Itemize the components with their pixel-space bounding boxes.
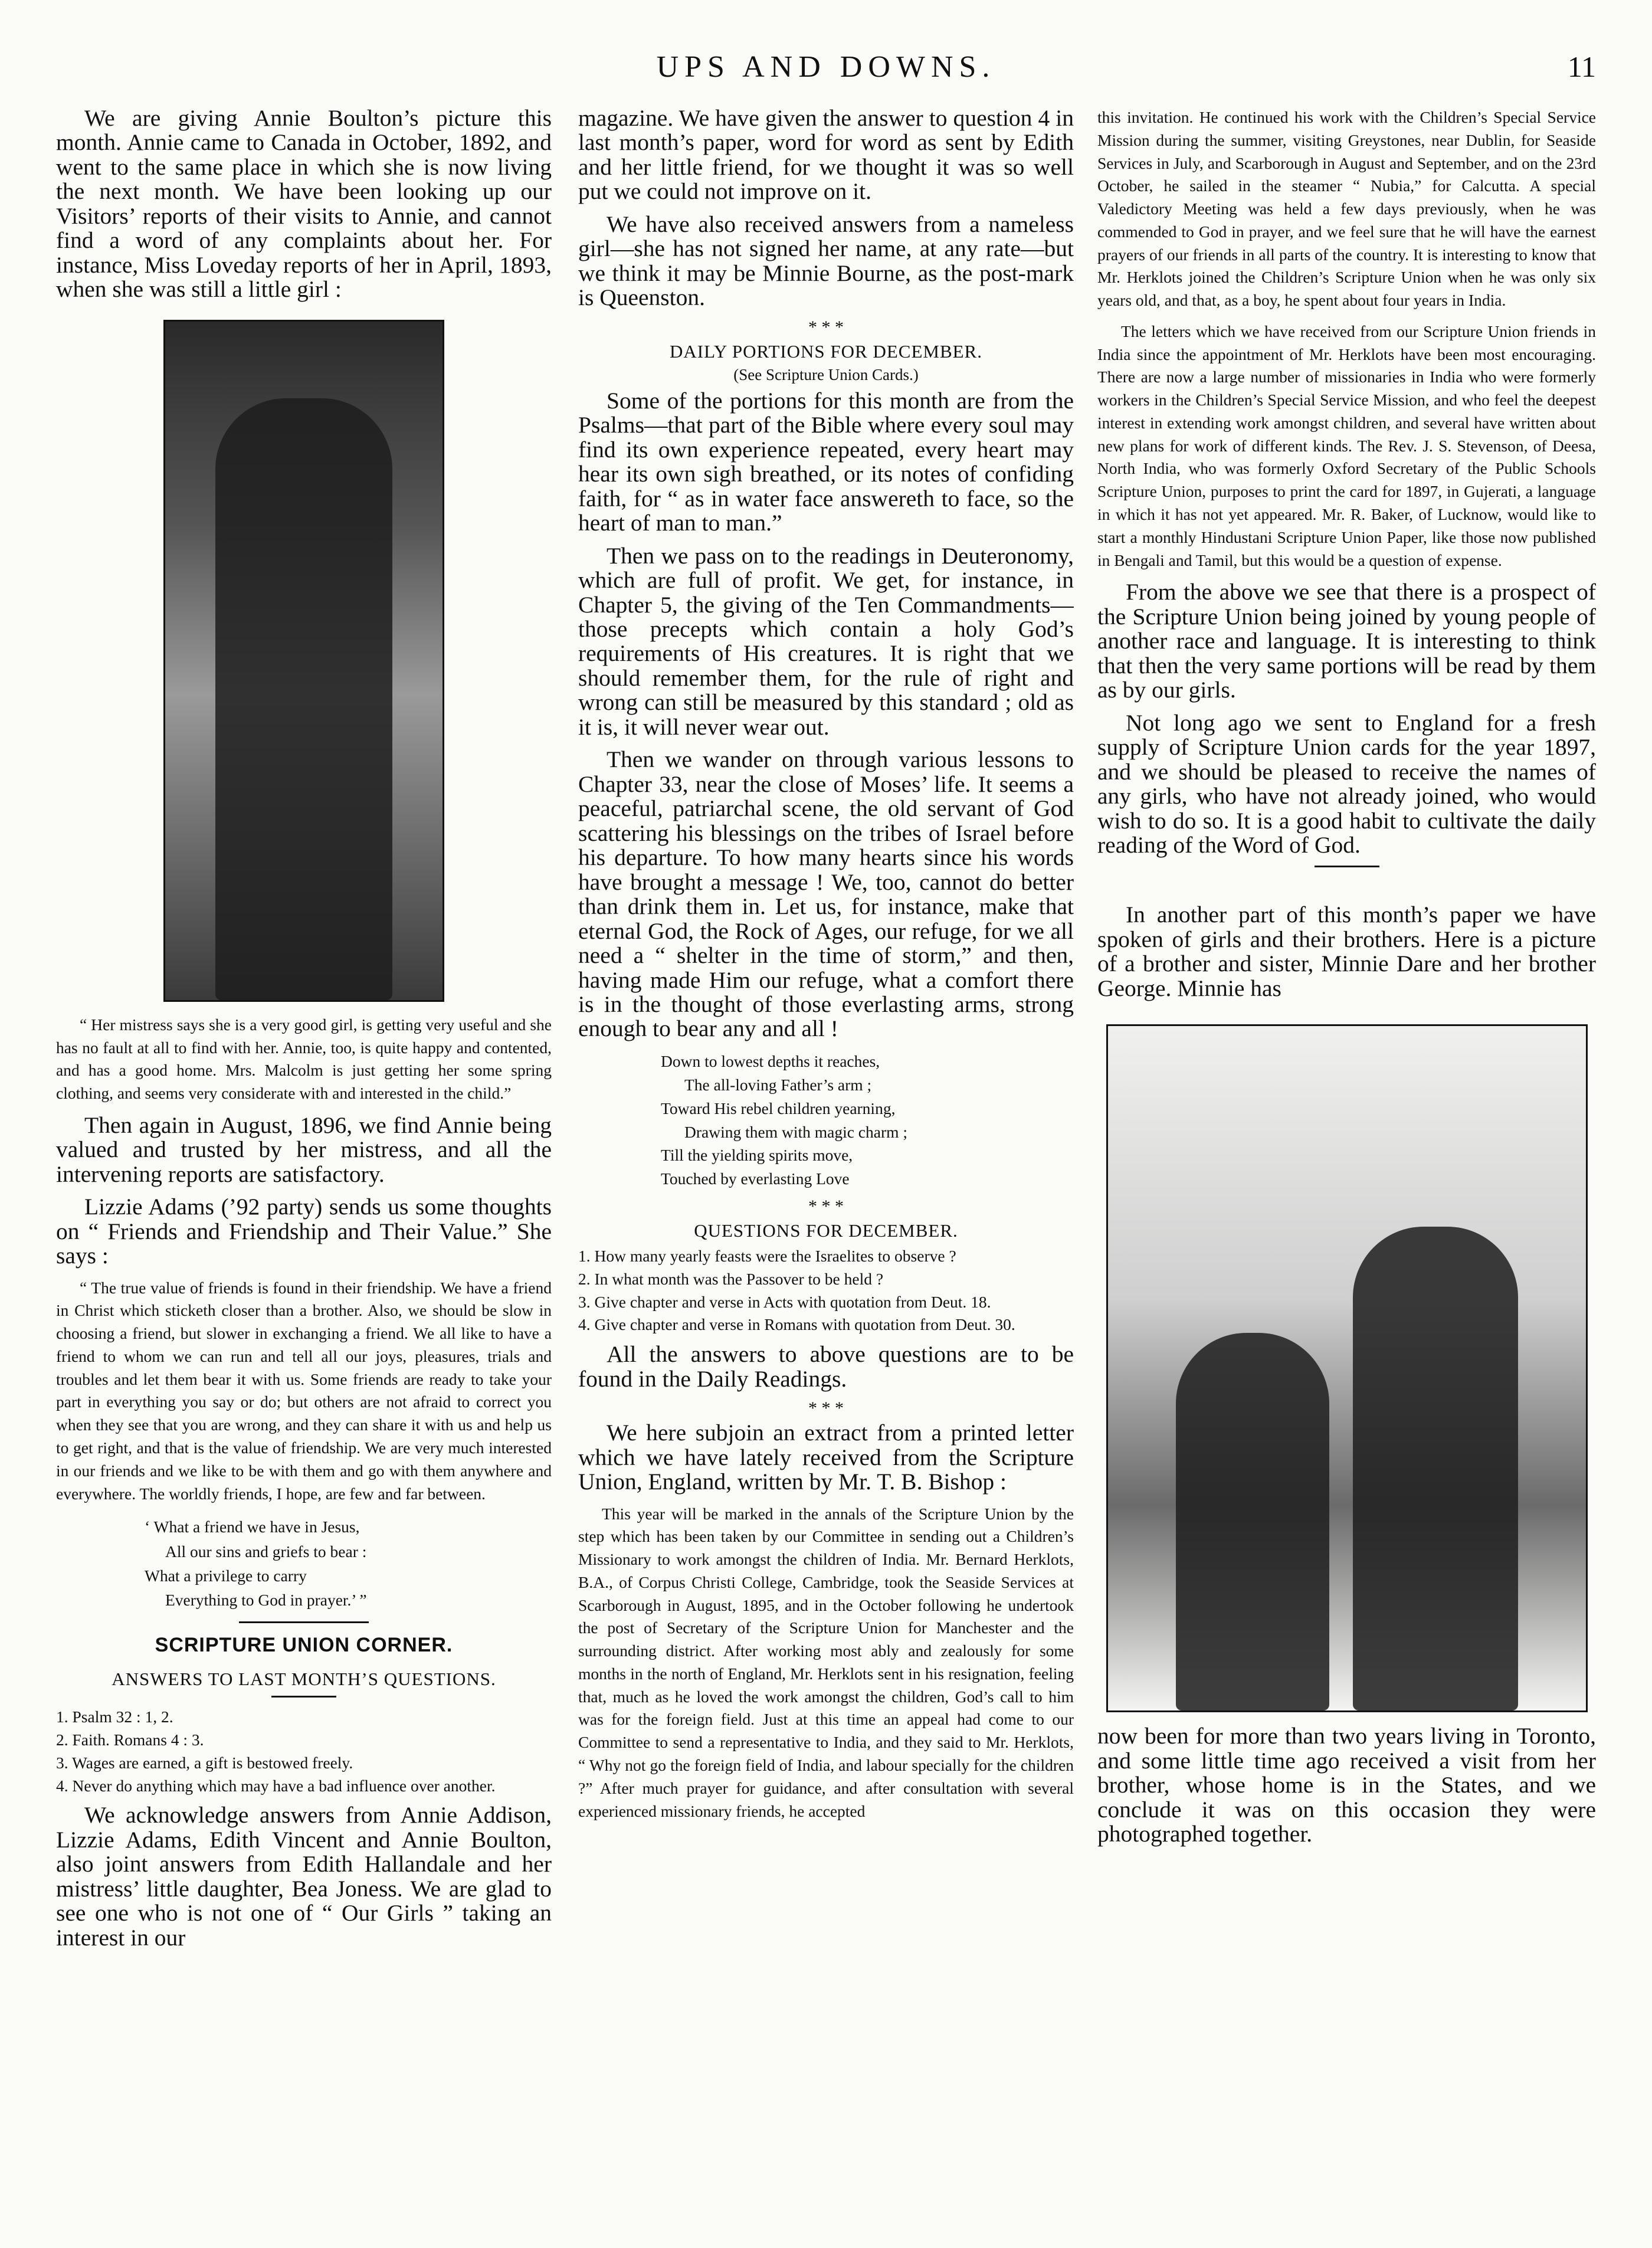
list-item: 2. In what month was the Passover to be held ? [578,1269,884,1288]
extract-intro-paragraph: We here subjoin an extract from a printed letter which we have lately received from the Scripture Union, England, written by Mr. T. B. Bishop : [578,1420,1074,1495]
lizzie-paragraph: Lizzie Adams (’92 party) sends us some thoughts on “ Friends and Friendship and Their Value.” She says : [56,1194,552,1269]
letter-paragraph: The letters which we have received from our Scripture Union friends in India since the appointment of Mr. Herklots have been most encouraging. There are now a large number of missionaries in India who were formerly workers in the Children’s Special Service Mission, and who feel the deepest interest in extending work amongst children, and several have written about new plans for work of different kinds. The Rev. J. S. Stevenson, of Deesa, North India, who was formerly Oxford Secretary of the Public Schools Scripture Union, purposes to print the card for 1897, in Gujerati, a language in which it has not yet appeared. Mr. R. Baker, of Lucknow, would like to start a monthly Hindustani Scripture Union Paper, like those now published in Bengali and Tamil, but this would be a question of expense. [1097,322,1596,569]
divider [1315,866,1379,867]
sister-figure [1176,1333,1329,1710]
column-2 [578,106,1074,2213]
page-header [0,46,1652,87]
verse-line: Till the yielding spirits move, [661,1146,853,1165]
page-number: 11 [1567,50,1596,83]
acknowledge-paragraph: We acknowledge answers from Annie Addison, Lizzie Adams, Edith Vincent and Annie Boulton, also joint answers from Edith Hallandale and her mistress’ little daughter, Bea Joness. We are glad to see one who is not one of “ Our Girls ” taking an interest in our [56,1802,552,1951]
hymn-line: All our sins and griefs to bear : [165,1542,367,1561]
divider [271,1696,336,1698]
verse-line: Down to lowest depths it reaches, [661,1051,880,1070]
hymn-line: ‘ What a friend we have in Jesus, [145,1518,360,1536]
list-item: 3. Give chapter and verse in Acts with quotation from Deut. 18. [578,1292,991,1311]
letter-continuation: this invitation. He continued his work with the Children’s Special Service Mission during the summer, visiting Greystones, near Dublin, for Seaside Services in July, and Scarborough in August and September, and on the 23rd October, he sailed in the steamer “ Nubia,” for Calcutta. A special Valedictory Meeting was held a few days previously, when he was commended to God in prayer, and we feel sure that he will have the earnest prayers of our friends in all parts of the country. It is interesting to know that Mr. Herklots joined the Children’s Scripture Union when he was only six years old, and that, as a boy, he spent about four years in India. [1097,108,1596,310]
ornamental-rule [239,1621,369,1623]
portrait-figure [215,398,392,1000]
list-item: 4. Give chapter and verse in Romans with quotation from Deut. 30. [578,1315,1015,1334]
hymn-line: Everything to God in prayer.’ ” [165,1591,367,1610]
list-item: 2. Faith. Romans 4 : 3. [56,1731,204,1749]
daily-paragraph: Then we wander on through various lessons to Chapter 33, near the close of Moses’ life. It seems a peaceful, patriarchal scene, the old servant of God scattering his blessings on the tribes of Israel before his departure. To how many hearts since his words have brought a message ! We, too, cannot do better than drink them in. Let us, for instance, make that eternal God, the Rock of Ages, our refuge, for we all need a “ shelter in the time of storm,” and then, having made Him our refuge, what a comfort there is in the thought of those everlasting arms, strong enough to bear any and all ! [578,746,1074,1042]
answers-found-paragraph: All the answers to above questions are to be found in the Daily Readings. [578,1341,1074,1392]
daily-portions-note: (See Scripture Union Cards.) [733,365,919,384]
column-3 [1097,106,1596,2213]
minnie-and-george-photo [1106,1024,1588,1712]
column-1 [56,106,552,2213]
answers-list [56,1706,552,1797]
daily-paragraph: Some of the portions for this month are from the Psalms—that part of the Bible where every soul may find its own experience repeated, every heart may hear its own sigh breathed, or its notes of confiding faith, for “ as in water face answereth to face, so the heart of man to man.” [578,387,1074,536]
verse-line: Toward His rebel children yearning, [661,1099,896,1118]
verse-line: Drawing them with magic charm ; [684,1122,908,1141]
asterism: * * * [808,1398,844,1418]
asterism: * * * [808,317,844,337]
intro-paragraph: We are giving Annie Boulton’s picture this month. Annie came to Canada in October, 1892, and went to the same place in which she is now living the next month. We have been looking up our Visitors’ reports of their visits to Annie, and cannot find a word of any complaints about her. For instance, Miss Loveday reports of her in April, 1893, when she was still a little girl : [56,106,552,303]
answers-heading: ANSWERS TO LAST MONTH’S QUESTIONS. [112,1669,496,1690]
nameless-paragraph: We have also received answers from a nameless girl—she has not signed her name, at any rate—but we think it may be Minnie Bourne, as the post-mark is Queenston. [578,211,1074,311]
prospect-paragraph: From the above we see that there is a prospect of the Scripture Union being joined by young people of another race and language. It is interesting to think that then the very same portions will be read by them as by our girls. [1097,579,1596,703]
list-item: 4. Never do anything which may have a bad influence over another. [56,1776,496,1795]
section-title: SCRIPTURE UNION CORNER. [155,1634,453,1657]
list-item: 3. Wages are earned, a gift is bestowed freely. [56,1753,353,1772]
hymn-quote [145,1515,552,1612]
daily-portions-heading: DAILY PORTIONS FOR DECEMBER. [670,340,982,362]
cards-paragraph: Not long ago we sent to England for a fresh supply of Scripture Union cards for the year 1897, and we should be pleased to receive the names of any girls, who have not already joined, who would wish to do so. It is a good habit to cultivate the daily reading of the Word of God. [1097,709,1596,858]
siblings-paragraph: In another part of this month’s paper we have spoken of girls and their brothers. Here is a picture of a brother and sister, Minnie Dare and her brother George. Minnie has [1097,902,1596,1001]
verse-line: The all-loving Father’s arm ; [684,1075,872,1094]
questions-heading: QUESTIONS FOR DECEMBER. [694,1220,958,1241]
bishop-letter: This year will be marked in the annals of the Scripture Union by the step which has been taken by our Committee in sending out a Children’s Missionary to work amongst the children of India. Mr. Bernard Herklots, B.A., of Corpus Christi College, Cambridge, took the Seaside Services at Scarborough in August, 1895, and in the October following he undertook the post of Secretary of the Scripture Union for Manchester and the surrounding district. After working most ably and zealously for some months in the north of England, Mr. Herklots sent in his resignation, feeling that, much as he loved the work amongst the children, God’s call to him was for the foreign field. Just at this time an appeal had come to our Committee to send a representative to India, and they said to Mr. Herklots, “ Why not go the foreign field of India, and labour specially for the children ?” After much prayer for guidance, and after consultation with several experienced missionary friends, he accepted [578,1504,1074,1820]
after-photo-paragraph: now been for more than two years living in Toronto, and some little time ago received a visit from her brother, whose home is in the States, and we conclude it was on this occasion they were photographed together. [1097,1723,1596,1847]
august-paragraph: Then again in August, 1896, we find Annie being valued and trusted by her mistress, and all the intervening reports are satisfactory. [56,1112,552,1187]
friendship-quote: “ The true value of friends is found in their friendship. We have a friend in Christ which sticketh closer than a brother. Also, we should be slow in choosing a friend, but slower in exchanging a friend. We all like to have a friend to whom we can run and tell all our joys, pleasures, trials and troubles and let them bear it with us. Some friends are ready to take your part in everything you say or do; but others are not afraid to correct you when they see that you are wrong, and they can share it with us and help us to get right, and that is the value of friendship. We are very much interested in our friends and we like to be with them and go with them anywhere and everywhere. The worldly friends, I hope, are few and far between. [56,1278,552,1503]
list-item: 1. Psalm 32 : 1, 2. [56,1708,173,1726]
brother-figure [1353,1227,1518,1710]
daily-paragraph: Then we pass on to the readings in Deuteronomy, which are full of profit. We get, for instance, in Chapter 5, the giving of the Ten Commandments—those precepts which contain a holy God’s requirements of His creatures. It is right that we should remember them, for the rule of right and wrong can still be measured by this standard ; old as it is, it will never wear out. [578,542,1074,740]
verse-quote [661,1050,1074,1191]
running-title: UPS AND DOWNS. [656,50,996,84]
photo-caption: “ Her mistress says she is a very good girl, is getting very useful and she has no fault at all to find with her. Annie, too, is quite happy and contented, and has a good home. Mrs. Malcolm is just getting her some spring clothing, and seems very considerate with and interested in the child.” [56,1015,552,1103]
list-item: 1. How many yearly feasts were the Israelites to observe ? [578,1247,956,1266]
annie-boulton-photo [163,320,444,1002]
asterism: * * * [808,1197,844,1217]
hymn-line: What a privilege to carry [145,1566,307,1585]
verse-line: Touched by everlasting Love [661,1169,850,1188]
continuation-paragraph: magazine. We have given the answer to question 4 in last month’s paper, word for word as sent by Edith and her little friend, for we thought it was so well put we could not improve on it. [578,106,1074,205]
questions-list [578,1245,1074,1336]
